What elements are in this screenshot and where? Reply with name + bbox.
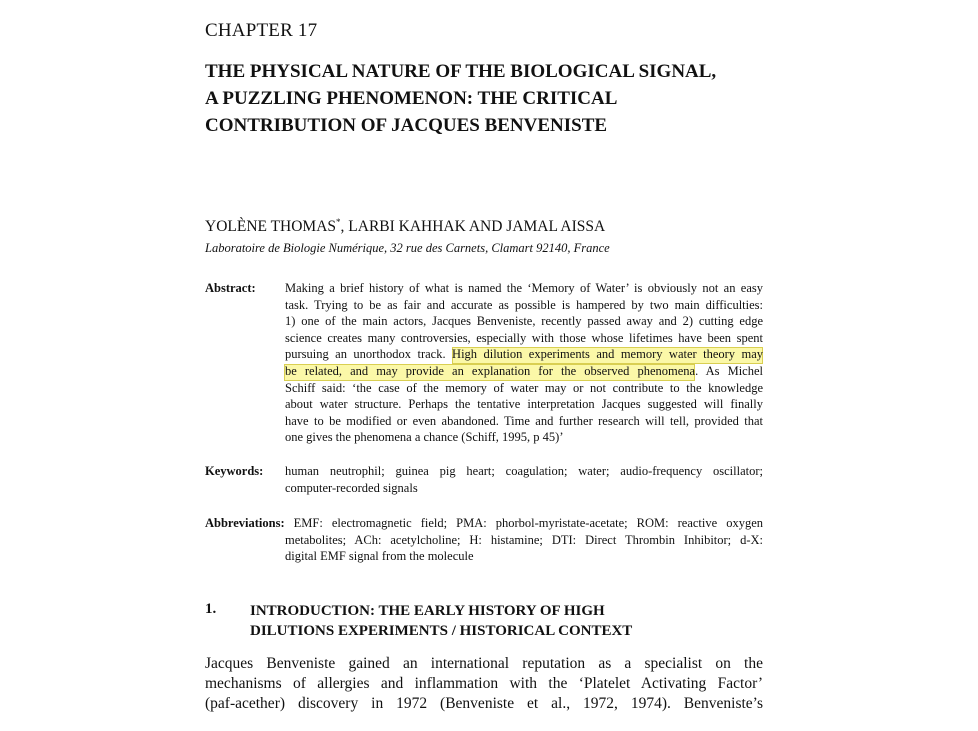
keywords-label: Keywords: — [205, 464, 264, 478]
abstract-line: task. Trying to be as fair and accurate as possible is hampered by two main difficulties: — [285, 297, 763, 312]
abbreviations-text: EMF: electromagnetic field; PMA: phorbol-myristate-acetate; ROM: reactive oxygen — [293, 516, 763, 530]
keywords-line: human neutrophil; guinea pig heart; coagulation; water; audio-frequency oscillator; — [285, 464, 763, 478]
body-line: Jacques Benveniste gained an international reputation as a specialist on the — [205, 655, 763, 672]
abstract-line — [285, 363, 763, 380]
abstract-text-plain: pursuing an unorthodox track. — [285, 347, 453, 362]
abbreviations-text-cont — [285, 532, 763, 565]
abbreviations-label: Abbreviations: — [205, 516, 285, 530]
abstract-line: have to be modified or even abandoned. Time and further research will tell, provided that — [285, 413, 763, 428]
keywords-line: computer-recorded signals — [285, 480, 418, 495]
title-line: CONTRIBUTION OF JACQUES BENVENISTE — [205, 115, 608, 136]
abbreviations-line — [205, 515, 763, 532]
abstract-line: Making a brief history of what is named the ‘Memory of Water’ is obviously not an easy — [285, 281, 763, 295]
abstract-label: Abstract: — [205, 281, 256, 295]
affiliation: Laboratoire de Biologie Numérique, 32 rue des Carnets, Clamart 92140, France — [205, 241, 610, 255]
abstract-line: about water structure. Perhaps the tentative interpretation Jacques suggested will finally — [285, 397, 763, 412]
abbreviations-block — [205, 515, 763, 532]
abstract-line: Schiff said: ‘the case of the memory of water may or not contribute to the knowledge — [285, 380, 763, 395]
abbreviations-line: digital EMF signal from the molecule — [285, 549, 474, 564]
section-title-line: DILUTIONS EXPERIMENTS / HISTORICAL CONTEXT — [250, 623, 633, 639]
corresponding-author-mark: * — [336, 217, 341, 227]
abstract-text — [285, 280, 763, 446]
body-line: mechanisms of allergies and inflammation with the ‘Platelet Activating Factor’ — [205, 675, 763, 692]
keywords-text — [285, 463, 763, 496]
body-line: (paf-acether) discovery in 1972 (Benveniste et al., 1972, 1974). Benveniste’s — [205, 695, 763, 712]
abstract-line: 1) one of the main actors, Jacques Benveniste, recently passed away and 2) cutting edge — [285, 314, 763, 329]
author-rest: , LARBI KAHHAK AND JAMAL AISSA — [340, 218, 606, 235]
abstract-text-plain: . As Michel — [695, 363, 763, 378]
author-first: YOLÈNE THOMAS — [205, 218, 337, 235]
chapter-title — [205, 58, 716, 139]
abstract-line: one gives the phenomena a chance (Schiff, 1995, p 45)’ — [285, 430, 564, 445]
abbreviations-line: metabolites; ACh: acetylcholine; H: histamine; DTI: Direct Thrombin Inhibitor; d-X: — [285, 532, 763, 547]
chapter-heading: CHAPTER 17 — [205, 20, 318, 41]
highlighted-text: be related, and may provide an explanation for the observed phenomena — [285, 363, 696, 378]
abstract-line: science creates many controversies, especially with those whose lifetimes have been spent — [285, 330, 763, 345]
body-paragraph — [205, 654, 763, 714]
highlighted-text: High dilution experiments and memory water theory may — [452, 347, 763, 362]
title-line: THE PHYSICAL NATURE OF THE BIOLOGICAL SIGNAL, — [205, 61, 717, 82]
title-line: A PUZZLING PHENOMENON: THE CRITICAL — [205, 88, 618, 109]
author-list — [205, 217, 605, 236]
section-number: 1. — [205, 601, 217, 617]
section-title — [250, 601, 632, 641]
section-title-line: INTRODUCTION: THE EARLY HISTORY OF HIGH — [250, 603, 605, 619]
abstract-line — [285, 346, 763, 363]
